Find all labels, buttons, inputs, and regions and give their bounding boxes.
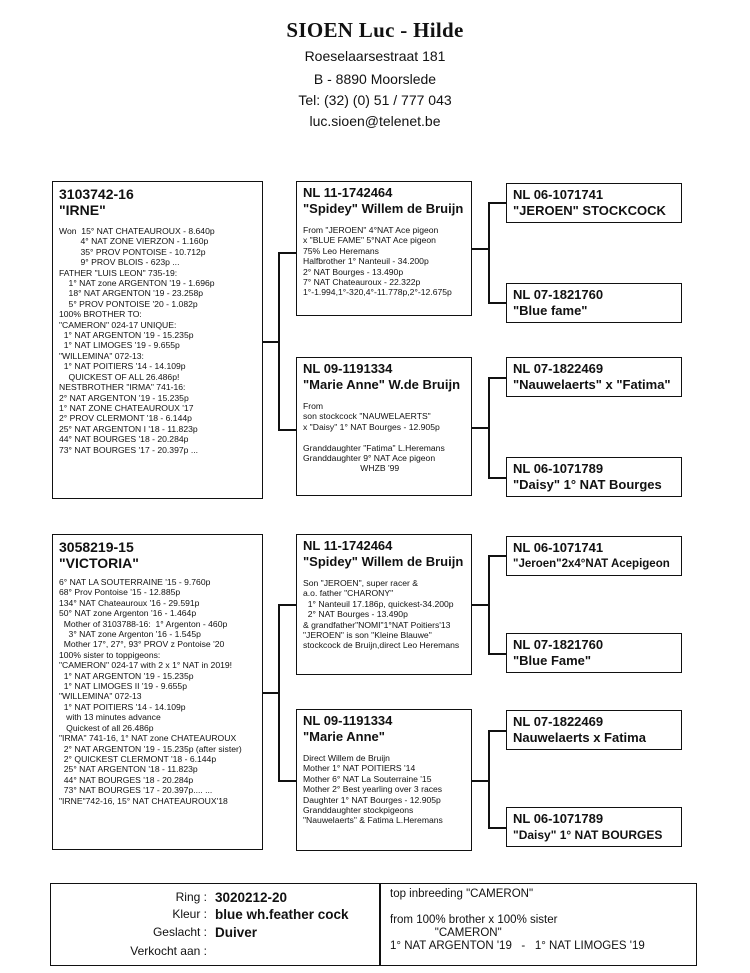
sire-dam-name: "Blue fame" [513, 303, 588, 318]
dam-sire-card-1 [506, 357, 682, 397]
pigeon-card-victoria [52, 534, 263, 850]
breeder-email: luc.sioen@telenet.be [309, 113, 441, 129]
connector [472, 248, 488, 250]
dam-card-1 [296, 357, 472, 496]
sire-sire-name: "Jeroen"2x4°NAT Acepigeon [513, 558, 670, 570]
connector [488, 202, 490, 303]
connector [472, 780, 488, 782]
dam-details: From son stockcock "NAUWELAERTS" x "Daisy" 1° NAT Bourges - 12.905p Granddaughter "Fatima" L.Heremans Granddaughter 9° NAT Ace pigeon WHZB '99 [303, 401, 445, 474]
dam-card-2 [296, 709, 472, 851]
dam-dam-ring: NL 06-1071789 [513, 811, 604, 826]
sire-details: Son "JEROEN", super racer & a.o. father "CHARONY" 1° Nanteuil 17.186p, quickest-34.200p 2° NAT Bourges - 13.490p & grandfather"NOMI"1°NAT Poitiers'13 "JEROEN" is son "Kleine Blauwe" stockcock de Bruijn,direct Leo Heremans [303, 578, 460, 651]
pigeon-card-irne [52, 181, 263, 499]
divider [379, 884, 381, 965]
dam-name: "Marie Anne" W.de Bruijn [303, 377, 461, 392]
inbreeding-notes: top inbreeding "CAMERON" from 100% brother x 100% sister "CAMERON" 1° NAT ARGENTON '19 - 1° NAT LIMOGES '19 [390, 888, 645, 952]
connector [278, 429, 296, 431]
sire-dam-card-1 [506, 283, 682, 323]
sire-dam-name: "Blue Fame" [513, 653, 592, 668]
connector [472, 604, 488, 606]
connector [488, 555, 490, 654]
dam-dam-name: "Daisy" 1° NAT BOURGES [513, 828, 663, 842]
sire-sire-ring: NL 06-1071741 [513, 540, 604, 555]
dam-ring: NL 09-1191334 [303, 361, 393, 376]
sire-sire-card-1 [506, 183, 682, 223]
connector [278, 252, 280, 430]
pigeon-name: "IRNE" [59, 202, 106, 218]
ring-number: 3103742-16 [59, 186, 134, 202]
pigeon-details: 6° NAT LA SOUTERRAINE '15 - 9.760p 68° Prov Pontoise '15 - 12.885p 134° NAT Chateauroux '16 - 29.591p 50° NAT zone Argenton '16 - 1.464p Mother of 3103788-16: 1° Argenton - 460p 3° NAT zone Argenton '16 - 1.545p Mother 17°, 27°, 93° PROV z Pontoise '20 100% sister to toppigeons: "CAMERON" 024-17 with 2 x 1° NAT in 2019! 1° NAT ARGENTON '19 - 15.235p 1° NAT LIMOGES II '19 - 9.655p "WILLEMINA" 072-13 1° NAT POITIERS '14 - 14.109p with 13 minutes advance Quickest of all 26.486p "IRMA" 741-16, 1° NAT zone CHATEAUROUX 2° NAT ARGENTON '19 - 15.235p (after sister) 2° QUICKEST CLERMONT '18 - 6.144p 25° NAT ARGENTON '18 - 11.823p 44° NAT BOURGES '18 - 20.284p 73° NAT BOURGES '17 - 20.397p.... ... "IRNE"742-16, 15° NAT CHATEAUROUX'18 [59, 577, 242, 806]
dam-sire-name: "Nauwelaerts" x "Fatima" [513, 377, 671, 392]
connector [472, 427, 488, 429]
kleur-label: Kleur : [172, 907, 207, 921]
connector [488, 202, 506, 204]
connector [488, 730, 490, 828]
sire-card-1 [296, 181, 472, 316]
connector [263, 692, 279, 694]
connector [488, 377, 490, 478]
connector [278, 604, 296, 606]
pigeon-details: Won 15° NAT CHATEAUROUX - 8.640p 4° NAT ZONE VIERZON - 1.160p 35° PROV PONTOISE - 10.712p 9° PROV BLOIS - 623p ... FATHER "LUIS LEON" 735-19: 1° NAT zone ARGENTON '19 - 1.696p 18° NAT ARGENTON '19 - 23.258p 5° PROV PONTOISE '20 - 1.082p 100% BROTHER TO: "CAMERON" 024-17 UNIQUE: 1° NAT ARGENTON '19 - 15.235p 1° NAT LIMOGES '19 - 9.655p "WILLEMINA" 072-13: 1° NAT POITIERS '14 - 14.109p QUICKEST OF ALL 26.486p! NESTBROTHER "IRMA" 741-16: 2° NAT ARGENTON '19 - 15.235p 1° NAT ZONE CHATEAUROUX '17 2° PROV CLERMONT '18 - 6.144p 25° NAT ARGENTON I '18 - 11.823p 44° NAT BOURGES '18 - 20.284p 73° NAT BOURGES '17 - 20.397p ... [59, 226, 215, 455]
dam-dam-name: "Daisy" 1° NAT Bourges [513, 477, 662, 492]
connector [278, 780, 296, 782]
sire-details: From "JEROEN" 4°NAT Ace pigeon x "BLUE FAME" 5°NAT Ace pigeon 75% Leo Heremans Halfbrother 1° Nanteuil - 34.200p 2° NAT Bourges - 13.490p 7° NAT Chateauroux - 22.322p 1°-1.994,1°-320,4°-11.778p,2°-12.675p [303, 225, 452, 298]
connector [278, 604, 280, 781]
dam-name: "Marie Anne" [303, 729, 385, 744]
ring-value: 3020212-20 [215, 890, 288, 905]
connector [278, 252, 296, 254]
dam-dam-card-1 [506, 457, 682, 497]
dam-dam-ring: NL 06-1071789 [513, 461, 604, 476]
sire-card-2 [296, 534, 472, 675]
connector [488, 827, 506, 829]
sire-sire-ring: NL 06-1071741 [513, 187, 604, 202]
geslacht-value: Duiver [215, 925, 258, 940]
dam-sire-card-2 [506, 710, 682, 750]
breeder-name: SIOEN Luc - Hilde [286, 18, 464, 42]
breeder-street: Roeselaarsestraat 181 [304, 48, 446, 64]
sire-dam-ring: NL 07-1821760 [513, 637, 604, 652]
connector [488, 377, 506, 379]
dam-dam-card-2 [506, 807, 682, 847]
ring-label: Ring : [175, 890, 207, 904]
connector [488, 477, 506, 479]
dam-sire-ring: NL 07-1822469 [513, 714, 604, 729]
breeder-city: B - 8890 Moorslede [313, 71, 437, 87]
sire-sire-name: "JEROEN" STOCKCOCK [513, 203, 666, 218]
connector [488, 730, 506, 732]
connector [488, 555, 506, 557]
sire-ring: NL 11-1742464 [303, 538, 393, 553]
connector [263, 341, 279, 343]
pigeon-name: "VICTORIA" [59, 555, 139, 571]
sire-dam-card-2 [506, 633, 682, 673]
sire-name: "Spidey" Willem de Bruijn [303, 201, 464, 216]
dam-sire-name: Nauwelaerts x Fatima [513, 730, 646, 745]
geslacht-label: Geslacht : [152, 925, 207, 939]
connector [488, 302, 506, 304]
verkocht-label: Verkocht aan : [130, 944, 207, 958]
sire-sire-card-2 [506, 536, 682, 576]
sire-ring: NL 11-1742464 [303, 185, 393, 200]
pigeon-info-box [50, 883, 697, 966]
dam-details: Direct Willem de Bruijn Mother 1° NAT POITIERS '14 Mother 6° NAT La Souterraine '15 Mother 2° Best yearling over 3 races Daughter 1° NAT Bourges - 12.905p Granddaughter stockpigeons "Nauwelaerts" & Fatima L.Heremans [303, 753, 443, 826]
dam-sire-ring: NL 07-1822469 [513, 361, 604, 376]
connector [488, 653, 506, 655]
sire-name: "Spidey" Willem de Bruijn [303, 554, 464, 569]
sire-dam-ring: NL 07-1821760 [513, 287, 604, 302]
dam-ring: NL 09-1191334 [303, 713, 393, 728]
ring-number: 3058219-15 [59, 539, 134, 555]
kleur-value: blue wh.feather cock [215, 907, 349, 922]
breeder-tel: Tel: (32) (0) 51 / 777 043 [298, 92, 452, 108]
